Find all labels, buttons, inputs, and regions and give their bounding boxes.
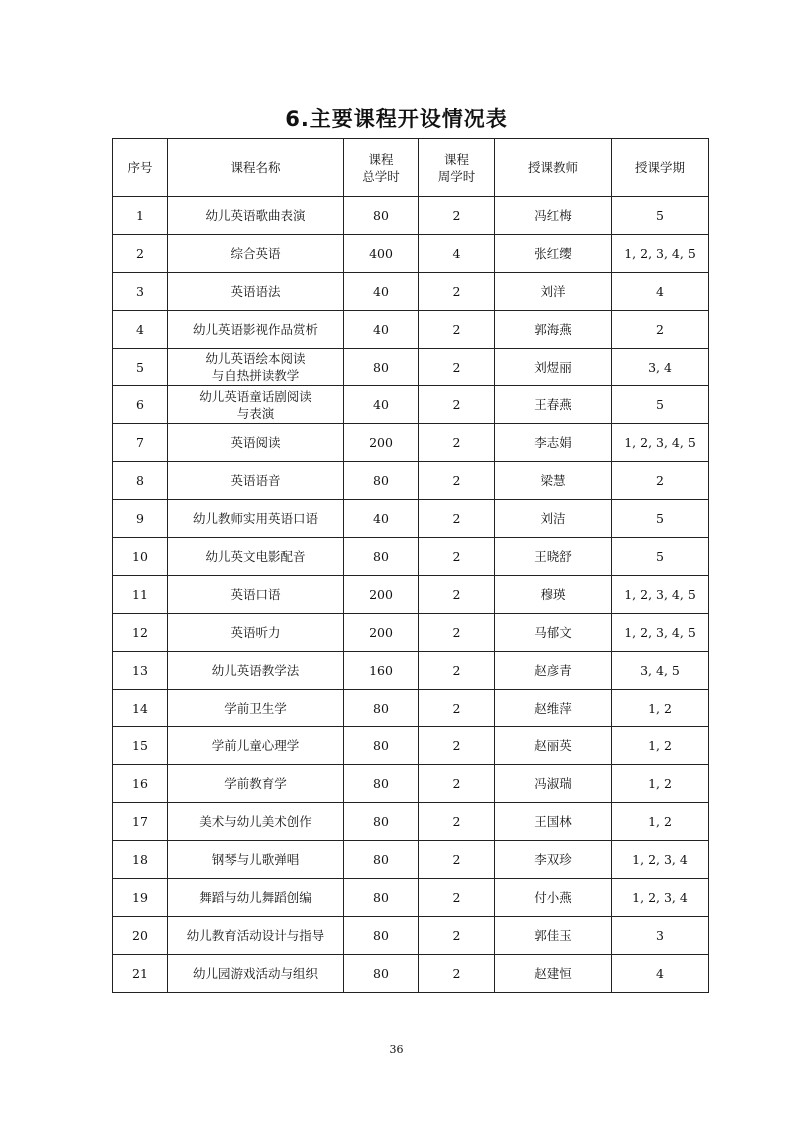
cell-index: 7: [113, 424, 168, 462]
cell-total-hours: 80: [344, 462, 419, 500]
table-row: [113, 424, 709, 462]
cell-teacher: 赵丽英: [495, 727, 612, 765]
cell-teacher: 张红缨: [495, 234, 612, 272]
table-row: [113, 613, 709, 651]
cell-semester: 1, 2: [612, 765, 709, 803]
cell-semester: 5: [612, 197, 709, 235]
cell-total-hours: 200: [344, 424, 419, 462]
table-row: [113, 310, 709, 348]
cell-total-hours: 160: [344, 651, 419, 689]
cell-index: 15: [113, 727, 168, 765]
cell-index: 12: [113, 613, 168, 651]
cell-semester: 1, 2, 3, 4: [612, 879, 709, 917]
cell-total-hours: 80: [344, 727, 419, 765]
table-row: [113, 575, 709, 613]
cell-total-hours: 80: [344, 954, 419, 992]
cell-total-hours: 80: [344, 765, 419, 803]
cell-total-hours: 40: [344, 500, 419, 538]
header-teacher: 授课教师: [495, 139, 612, 197]
cell-course-name: 英语口语: [168, 575, 344, 613]
header-course-name: 课程名称: [168, 139, 344, 197]
cell-teacher: 王春燕: [495, 386, 612, 424]
cell-index: 19: [113, 879, 168, 917]
cell-index: 11: [113, 575, 168, 613]
cell-weekly-hours: 2: [419, 727, 495, 765]
cell-index: 14: [113, 689, 168, 727]
header-semester: 授课学期: [612, 139, 709, 197]
cell-total-hours: 80: [344, 803, 419, 841]
cell-index: 13: [113, 651, 168, 689]
table-row: [113, 841, 709, 879]
cell-weekly-hours: 2: [419, 197, 495, 235]
cell-total-hours: 80: [344, 879, 419, 917]
cell-teacher: 王国林: [495, 803, 612, 841]
cell-teacher: 郭海燕: [495, 310, 612, 348]
cell-course-name: 幼儿英文电影配音: [168, 538, 344, 576]
table-row: [113, 386, 709, 424]
cell-course-name: 英语听力: [168, 613, 344, 651]
cell-weekly-hours: 2: [419, 651, 495, 689]
table-header-row: [113, 139, 709, 197]
cell-teacher: 赵建恒: [495, 954, 612, 992]
cell-semester: 5: [612, 500, 709, 538]
cell-semester: 4: [612, 954, 709, 992]
cell-course-name: 幼儿英语影视作品赏析: [168, 310, 344, 348]
cell-teacher: 赵彦青: [495, 651, 612, 689]
cell-total-hours: 80: [344, 197, 419, 235]
cell-course-name: 幼儿英语教学法: [168, 651, 344, 689]
cell-weekly-hours: 2: [419, 613, 495, 651]
table-row: [113, 538, 709, 576]
cell-semester: 3, 4, 5: [612, 651, 709, 689]
cell-teacher: 付小燕: [495, 879, 612, 917]
cell-weekly-hours: 2: [419, 348, 495, 386]
cell-semester: 1, 2, 3, 4, 5: [612, 234, 709, 272]
header-index: 序号: [113, 139, 168, 197]
table-row: [113, 954, 709, 992]
cell-teacher: 赵维萍: [495, 689, 612, 727]
cell-weekly-hours: 2: [419, 954, 495, 992]
cell-weekly-hours: 2: [419, 575, 495, 613]
cell-course-name: 幼儿英语绘本阅读 与自热拼读教学: [168, 348, 344, 386]
table-body: [113, 197, 709, 993]
cell-total-hours: 40: [344, 272, 419, 310]
cell-course-name: 幼儿英语歌曲表演: [168, 197, 344, 235]
cell-weekly-hours: 2: [419, 765, 495, 803]
cell-course-name: 钢琴与儿歌弹唱: [168, 841, 344, 879]
cell-total-hours: 80: [344, 689, 419, 727]
cell-teacher: 梁慧: [495, 462, 612, 500]
cell-index: 18: [113, 841, 168, 879]
cell-teacher: 冯红梅: [495, 197, 612, 235]
cell-index: 20: [113, 916, 168, 954]
cell-index: 3: [113, 272, 168, 310]
cell-teacher: 李双珍: [495, 841, 612, 879]
cell-teacher: 穆瑛: [495, 575, 612, 613]
cell-weekly-hours: 2: [419, 310, 495, 348]
cell-total-hours: 80: [344, 348, 419, 386]
cell-index: 17: [113, 803, 168, 841]
cell-semester: 3: [612, 916, 709, 954]
cell-course-name: 幼儿园游戏活动与组织: [168, 954, 344, 992]
cell-course-name: 美术与幼儿美术创作: [168, 803, 344, 841]
cell-weekly-hours: 2: [419, 272, 495, 310]
table-row: [113, 197, 709, 235]
cell-total-hours: 80: [344, 538, 419, 576]
cell-total-hours: 80: [344, 841, 419, 879]
table-row: [113, 348, 709, 386]
cell-weekly-hours: 2: [419, 386, 495, 424]
cell-course-name: 学前教育学: [168, 765, 344, 803]
cell-teacher: 马郁文: [495, 613, 612, 651]
cell-total-hours: 200: [344, 613, 419, 651]
cell-course-name: 幼儿英语童话剧阅读 与表演: [168, 386, 344, 424]
cell-teacher: 冯淑瑞: [495, 765, 612, 803]
cell-weekly-hours: 2: [419, 916, 495, 954]
cell-course-name: 英语阅读: [168, 424, 344, 462]
cell-index: 1: [113, 197, 168, 235]
table-row: [113, 879, 709, 917]
cell-index: 5: [113, 348, 168, 386]
cell-index: 10: [113, 538, 168, 576]
cell-index: 16: [113, 765, 168, 803]
cell-semester: 1, 2: [612, 803, 709, 841]
table-row: [113, 803, 709, 841]
table-row: [113, 272, 709, 310]
cell-semester: 1, 2: [612, 727, 709, 765]
cell-semester: 5: [612, 386, 709, 424]
table-row: [113, 727, 709, 765]
header-weekly-hours: 课程 周学时: [419, 139, 495, 197]
cell-semester: 1, 2: [612, 689, 709, 727]
cell-course-name: 幼儿教育活动设计与指导: [168, 916, 344, 954]
page-title: 6.主要课程开设情况表: [285, 107, 508, 131]
cell-semester: 1, 2, 3, 4: [612, 841, 709, 879]
cell-teacher: 郭佳玉: [495, 916, 612, 954]
cell-semester: 2: [612, 310, 709, 348]
cell-weekly-hours: 2: [419, 879, 495, 917]
header-total-hours: 课程 总学时: [344, 139, 419, 197]
cell-course-name: 学前卫生学: [168, 689, 344, 727]
cell-total-hours: 40: [344, 310, 419, 348]
cell-total-hours: 80: [344, 916, 419, 954]
cell-index: 9: [113, 500, 168, 538]
table-row: [113, 916, 709, 954]
cell-teacher: 王晓舒: [495, 538, 612, 576]
cell-total-hours: 40: [344, 386, 419, 424]
cell-weekly-hours: 2: [419, 689, 495, 727]
table-row: [113, 651, 709, 689]
cell-course-name: 舞蹈与幼儿舞蹈创编: [168, 879, 344, 917]
cell-index: 6: [113, 386, 168, 424]
cell-total-hours: 400: [344, 234, 419, 272]
cell-weekly-hours: 2: [419, 841, 495, 879]
cell-total-hours: 200: [344, 575, 419, 613]
cell-teacher: 刘洋: [495, 272, 612, 310]
cell-teacher: 刘洁: [495, 500, 612, 538]
cell-index: 8: [113, 462, 168, 500]
cell-weekly-hours: 4: [419, 234, 495, 272]
cell-semester: 5: [612, 538, 709, 576]
cell-index: 4: [113, 310, 168, 348]
table-row: [113, 689, 709, 727]
table-row: [113, 765, 709, 803]
page-number: 36: [389, 1043, 404, 1056]
cell-semester: 3, 4: [612, 348, 709, 386]
cell-course-name: 英语语法: [168, 272, 344, 310]
table-row: [113, 462, 709, 500]
cell-index: 21: [113, 954, 168, 992]
cell-weekly-hours: 2: [419, 500, 495, 538]
cell-weekly-hours: 2: [419, 462, 495, 500]
cell-course-name: 学前儿童心理学: [168, 727, 344, 765]
table-row: [113, 500, 709, 538]
cell-index: 2: [113, 234, 168, 272]
cell-semester: 2: [612, 462, 709, 500]
cell-course-name: 幼儿教师实用英语口语: [168, 500, 344, 538]
cell-weekly-hours: 2: [419, 538, 495, 576]
table-row: [113, 234, 709, 272]
cell-semester: 1, 2, 3, 4, 5: [612, 575, 709, 613]
cell-teacher: 刘煜丽: [495, 348, 612, 386]
cell-course-name: 综合英语: [168, 234, 344, 272]
cell-teacher: 李志娟: [495, 424, 612, 462]
cell-weekly-hours: 2: [419, 803, 495, 841]
cell-weekly-hours: 2: [419, 424, 495, 462]
course-table: [112, 138, 709, 993]
cell-semester: 1, 2, 3, 4, 5: [612, 424, 709, 462]
cell-semester: 4: [612, 272, 709, 310]
cell-course-name: 英语语音: [168, 462, 344, 500]
cell-semester: 1, 2, 3, 4, 5: [612, 613, 709, 651]
